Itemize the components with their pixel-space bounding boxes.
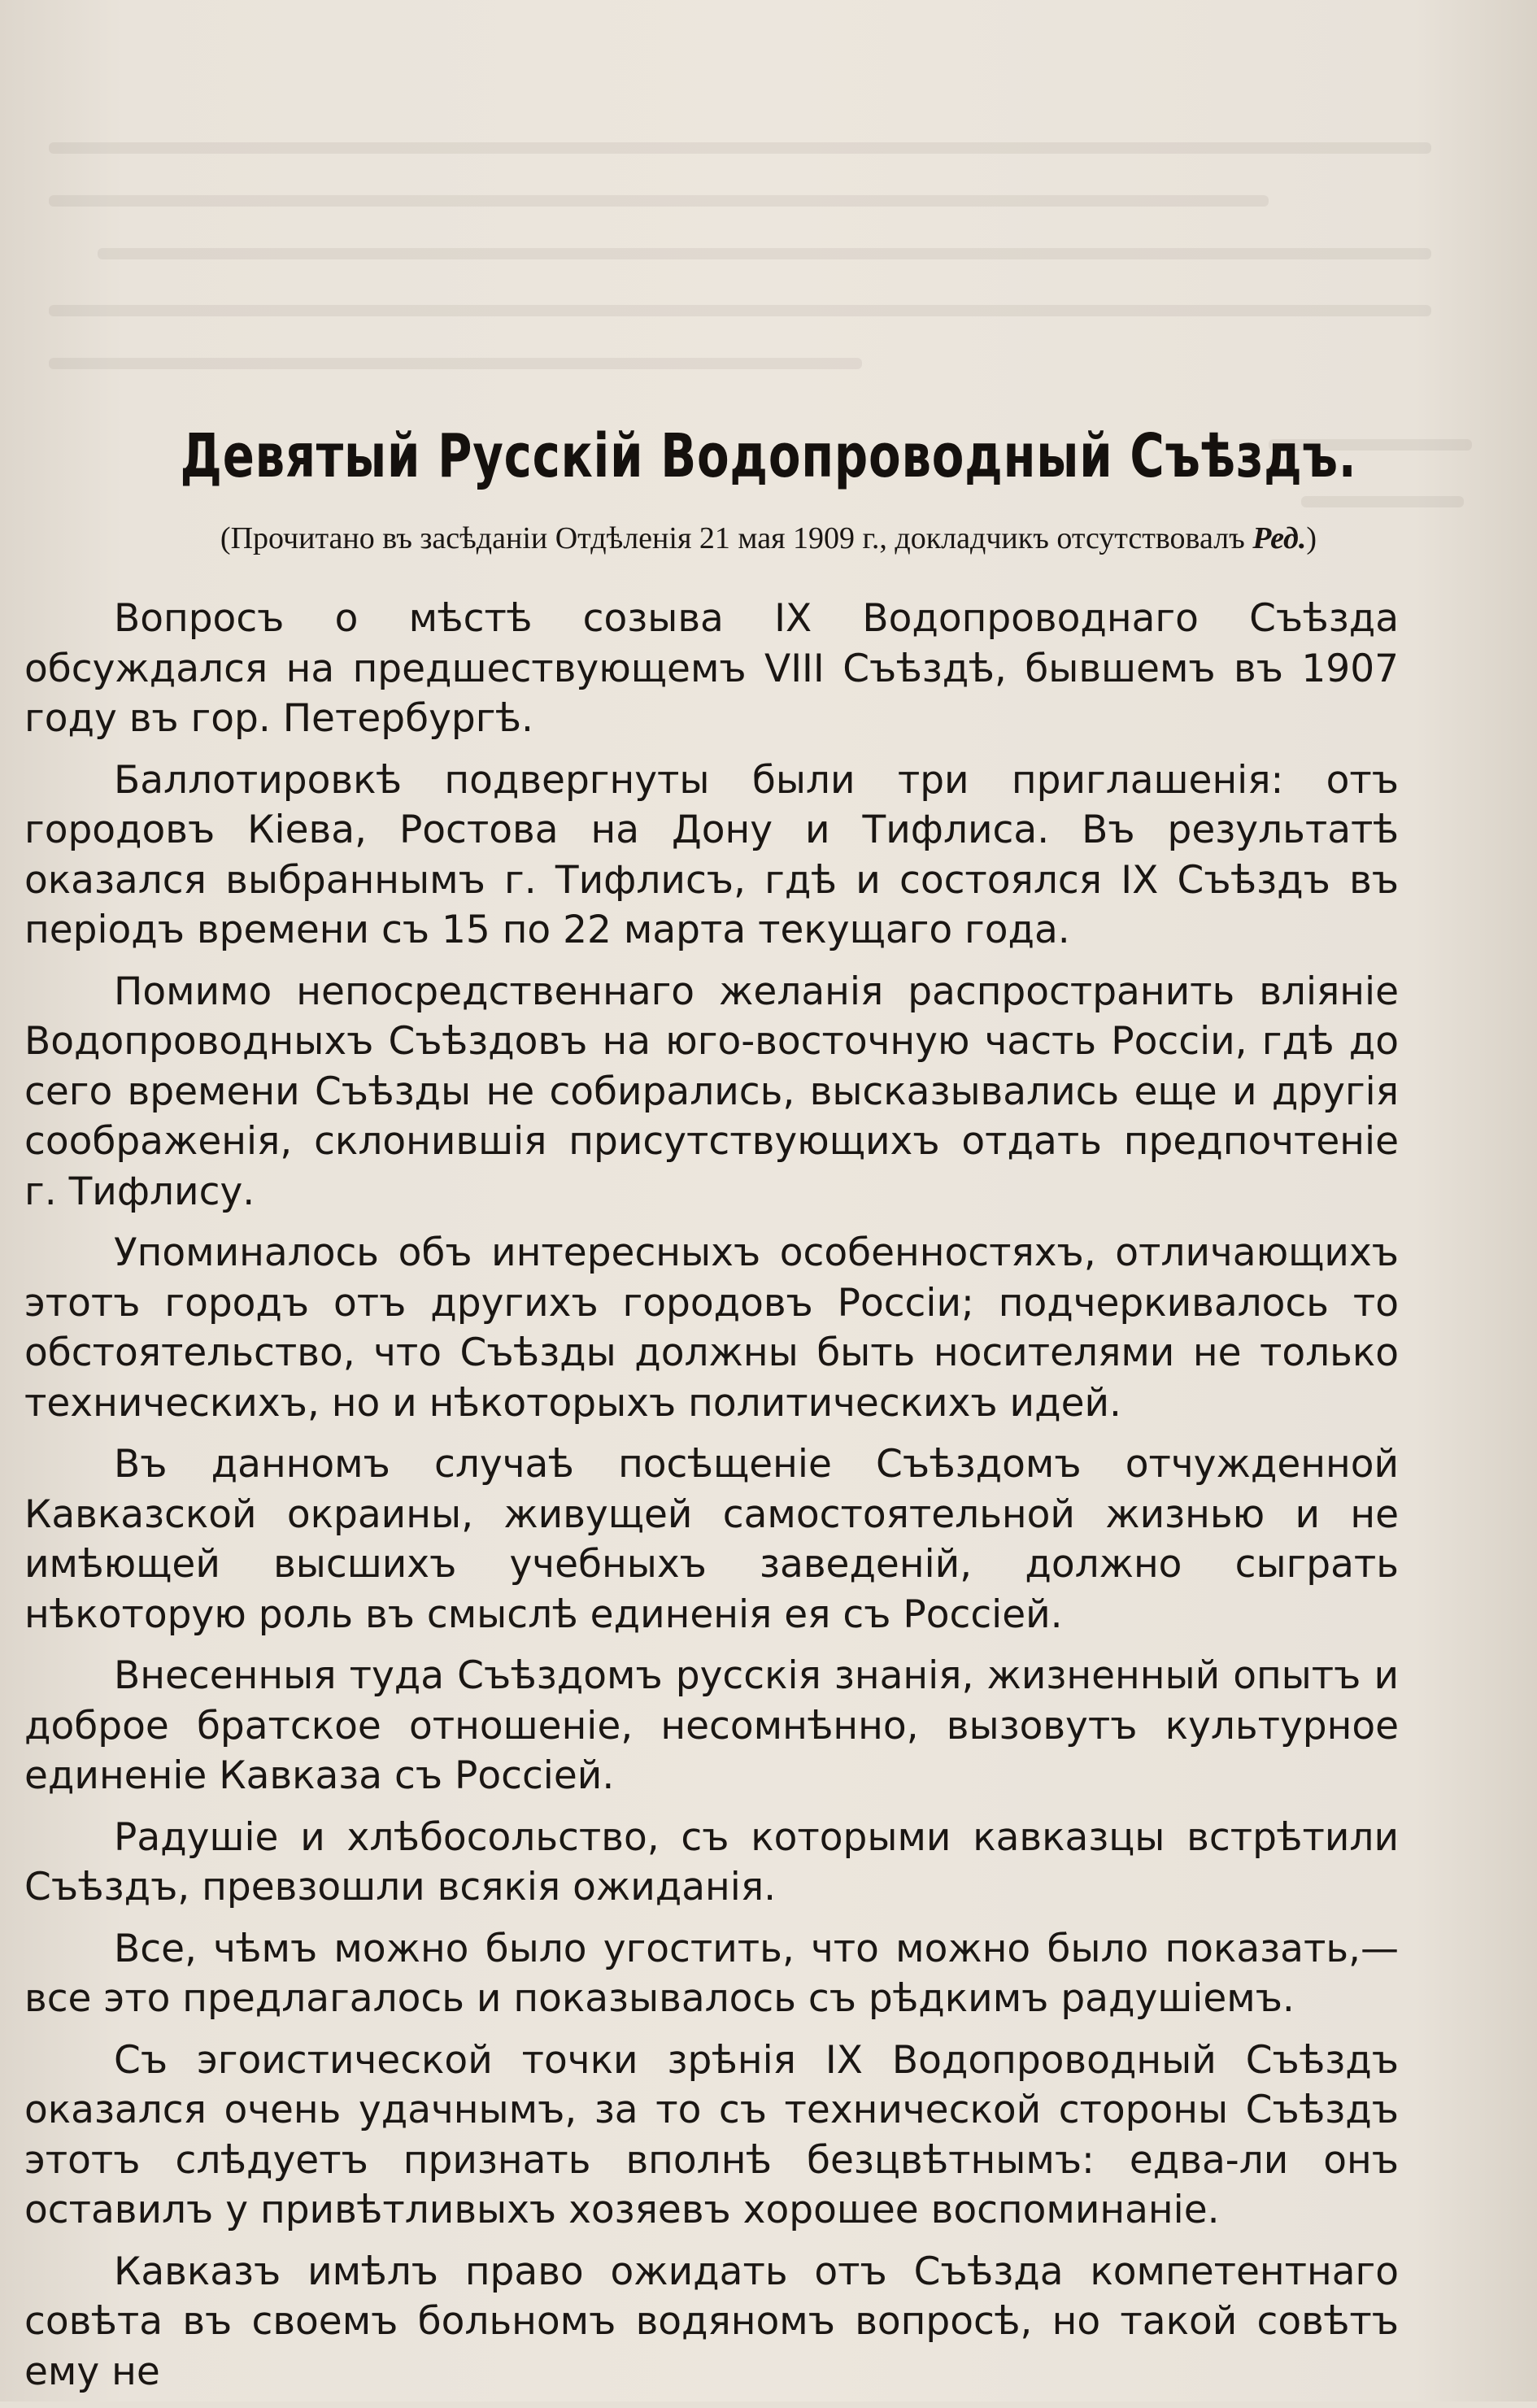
paragraph: Въ данномъ случаѣ посѣщеніе Съѣздомъ отчужденной Кавказской окраины, живущей самостоятельной жизнью и не имѣющей высшихъ учебныхъ заведеній, должно сыграть нѣкоторую роль въ смыслѣ единенія ея съ Россіей. [24, 1442, 1399, 1637]
paragraph: Все, чѣмъ можно было угостить, что можно было показать,— все это предлагалось и показывалось съ рѣдкимъ радушіемъ. [24, 1926, 1399, 2021]
paragraph: Радушіе и хлѣбосольство, съ которыми кавказцы встрѣтили Съѣздъ, превзошли всякія ожиданія. [24, 1814, 1399, 1909]
paragraph: Внесенныя туда Съѣздомъ русскія знанія, жизненный опытъ и доброе братское отношеніе, несомнѣнно, вызовутъ культурное единеніе Кавказа съ Россіей. [24, 1653, 1399, 1798]
article-title: Девятый Русскій Водопроводный Съѣздъ. [180, 420, 1357, 491]
paragraph: Кавказъ имѣлъ право ожидать отъ Съѣзда компетентнаго совѣта въ своемъ больномъ водяномъ вопросѣ, но такой совѣтъ ему не [24, 2249, 1399, 2394]
paragraph: Упоминалось объ интересныхъ особенностяхъ, отличающихъ этотъ городъ отъ другихъ городовъ Россіи; подчеркивалось то обстоятельство, что Съѣзды должны быть носителями не только техническихъ, но и нѣкоторыхъ политическихъ идей. [24, 1230, 1399, 1426]
paragraph: Вопросъ о мѣстѣ созыва IX Водопроводнаго Съѣзда обсуждался на предшествующемъ VIII Съѣздѣ, бывшемъ въ 1907 году въ гор. Петербургѣ. [24, 596, 1399, 741]
subtitle-editor-mark: Ред. [1252, 521, 1307, 555]
paragraph: Баллотировкѣ подвергнуты были три приглашенія: отъ городовъ Кіева, Ростова на Дону и Тифлиса. Въ результатѣ оказался выбраннымъ г. Тифлисъ, гдѣ и состоялся IX Съѣздъ въ періодъ времени съ 15 по 22 марта текущаго года. [24, 757, 1399, 952]
subtitle-close: ) [1306, 521, 1317, 555]
subtitle-text: (Прочитано въ засѣданіи Отдѣленія 21 мая 1909 г., докладчикъ отсутствовалъ [220, 521, 1253, 555]
article-body [24, 594, 1399, 2408]
article-subtitle [0, 520, 1537, 556]
paragraph: Съ эгоистической точки зрѣнія IX Водопроводный Съѣздъ оказался очень удачнымъ, за то съ технической стороны Съѣздъ этотъ слѣдуетъ признать вполнѣ безцвѣтнымъ: едва-ли онъ оставилъ у привѣтливыхъ хозяевъ хорошее воспоминаніе. [24, 2037, 1399, 2232]
paragraph: Помимо непосредственнаго желанія распространить вліяніе Водопроводныхъ Съѣздовъ на юго-восточную часть Россіи, гдѣ до сего времени Съѣзды не собирались, высказывались еще и другія соображенія, склонившія присутствующихъ отдать предпочтеніе г. Тифлису. [24, 969, 1399, 1214]
